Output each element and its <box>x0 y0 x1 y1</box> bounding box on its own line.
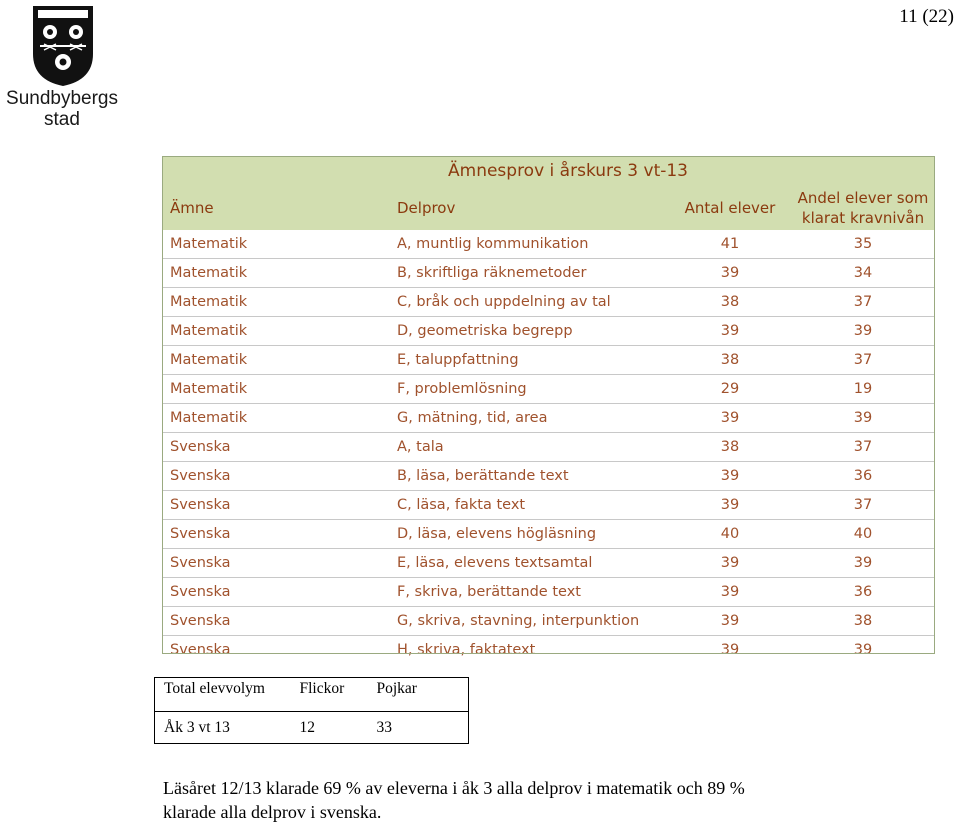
pass-share-cell: 39 <box>792 636 934 665</box>
table-row <box>163 317 934 346</box>
subtest-cell: D, geometriska begrepp <box>390 317 668 346</box>
pass-share-cell: 37 <box>792 433 934 462</box>
subtest-cell: C, läsa, fakta text <box>390 491 668 520</box>
logo-text <box>2 88 122 130</box>
table-row <box>163 549 934 578</box>
header-subject: Ämne <box>163 185 390 230</box>
student-count-cell: 39 <box>668 462 792 491</box>
student-count-cell: 39 <box>668 607 792 636</box>
subtest-cell: D, läsa, elevens högläsning <box>390 520 668 549</box>
student-count-cell: 41 <box>720 236 740 252</box>
pass-share-cell: 34 <box>792 259 934 288</box>
subtest-cell: G, skriva, stavning, interpunktion <box>390 607 668 636</box>
table-row <box>163 288 934 317</box>
subject-cell: Svenska <box>163 549 390 578</box>
summary-line-1: Läsåret 12/13 klarade 69 % av eleverna i åk 3 alla delprov i matematik och 89 % <box>163 778 745 798</box>
page-number: 11 (22) <box>899 6 954 27</box>
pass-share-cell: 35 <box>853 236 873 252</box>
pass-share-cell: 39 <box>792 549 934 578</box>
table-row <box>163 462 934 491</box>
student-count-cell: 39 <box>668 317 792 346</box>
volume-header-girls: Flickor <box>291 678 368 712</box>
subtest-cell: H, skriva, faktatext <box>390 636 668 665</box>
table-row <box>163 230 934 259</box>
subject-cell: Svenska <box>163 636 390 665</box>
coat-of-arms-icon <box>30 4 96 88</box>
volume-header-boys: Pojkar <box>368 678 469 712</box>
subject-cell: Matematik <box>163 375 390 404</box>
pass-share-cell: 39 <box>792 317 934 346</box>
student-count-cell: 39 <box>668 636 792 665</box>
student-count-cell: 39 <box>668 404 792 433</box>
subject-cell: Matematik <box>163 259 390 288</box>
subtest-cell: F, skriva, berättande text <box>390 578 668 607</box>
subtest-cell: A, muntlig kommunikation <box>397 236 589 252</box>
logo-line-2: stad <box>44 109 80 130</box>
volume-girls-count: 12 <box>291 712 368 744</box>
table-row <box>163 259 934 288</box>
subject-cell: Svenska <box>163 433 390 462</box>
subtest-cell: F, problemlösning <box>390 375 668 404</box>
table-row <box>163 346 934 375</box>
subject-cell: Matematik <box>170 236 248 252</box>
results-table <box>163 157 934 664</box>
student-count-cell: 39 <box>668 578 792 607</box>
volume-header-total: Total elevvolym <box>155 678 291 712</box>
pass-share-cell: 37 <box>792 491 934 520</box>
subject-cell: Matematik <box>163 404 390 433</box>
table-row <box>163 491 934 520</box>
subject-cell: Matematik <box>163 346 390 375</box>
municipality-logo <box>0 0 125 135</box>
table-row <box>163 607 934 636</box>
table-row <box>163 404 934 433</box>
pass-share-cell: 40 <box>792 520 934 549</box>
subtest-cell: E, läsa, elevens textsamtal <box>390 549 668 578</box>
summary-text <box>163 776 863 824</box>
pass-share-cell: 36 <box>792 578 934 607</box>
pass-share-cell: 37 <box>792 288 934 317</box>
subject-cell: Svenska <box>163 607 390 636</box>
subject-cell: Matematik <box>163 317 390 346</box>
pass-share-cell: 36 <box>792 462 934 491</box>
subtest-cell: G, mätning, tid, area <box>390 404 668 433</box>
student-count-cell: 39 <box>668 549 792 578</box>
table-row <box>163 578 934 607</box>
subtest-cell: E, taluppfattning <box>390 346 668 375</box>
student-count-cell: 39 <box>668 259 792 288</box>
student-count-cell: 40 <box>668 520 792 549</box>
pass-share-cell: 39 <box>792 404 934 433</box>
logo-line-1: Sundbybergs <box>6 88 118 109</box>
subject-cell: Svenska <box>163 520 390 549</box>
student-count-cell: 29 <box>668 375 792 404</box>
student-count-cell: 38 <box>668 288 792 317</box>
student-count-cell: 39 <box>668 491 792 520</box>
header-pass-share: Andel elever som klarat kravnivån <box>792 185 934 230</box>
subtest-cell: B, läsa, berättande text <box>390 462 668 491</box>
pass-share-cell: 37 <box>792 346 934 375</box>
subject-cell: Svenska <box>163 462 390 491</box>
student-count-cell: 38 <box>668 346 792 375</box>
table-row <box>163 433 934 462</box>
pass-share-cell: 38 <box>792 607 934 636</box>
subject-cell: Svenska <box>163 578 390 607</box>
subject-cell: Svenska <box>163 491 390 520</box>
header-student-count: Antal elever <box>668 185 792 230</box>
table-row <box>163 636 934 665</box>
table-row <box>163 520 934 549</box>
table-title: Ämnesprov i årskurs 3 vt-13 <box>390 157 934 185</box>
summary-line-2: klarade alla delprov i svenska. <box>163 802 382 822</box>
subtest-cell: A, tala <box>390 433 668 462</box>
student-count-cell: 38 <box>668 433 792 462</box>
header-subtest: Delprov <box>390 185 668 230</box>
volume-boys-count: 33 <box>368 712 469 744</box>
pass-share-cell: 19 <box>792 375 934 404</box>
volume-row-label: Åk 3 vt 13 <box>155 712 291 744</box>
subject-cell: Matematik <box>163 288 390 317</box>
subtest-cell: C, bråk och uppdelning av tal <box>390 288 668 317</box>
table-row <box>163 375 934 404</box>
volume-table <box>154 677 469 744</box>
subtest-cell: B, skriftliga räknemetoder <box>390 259 668 288</box>
